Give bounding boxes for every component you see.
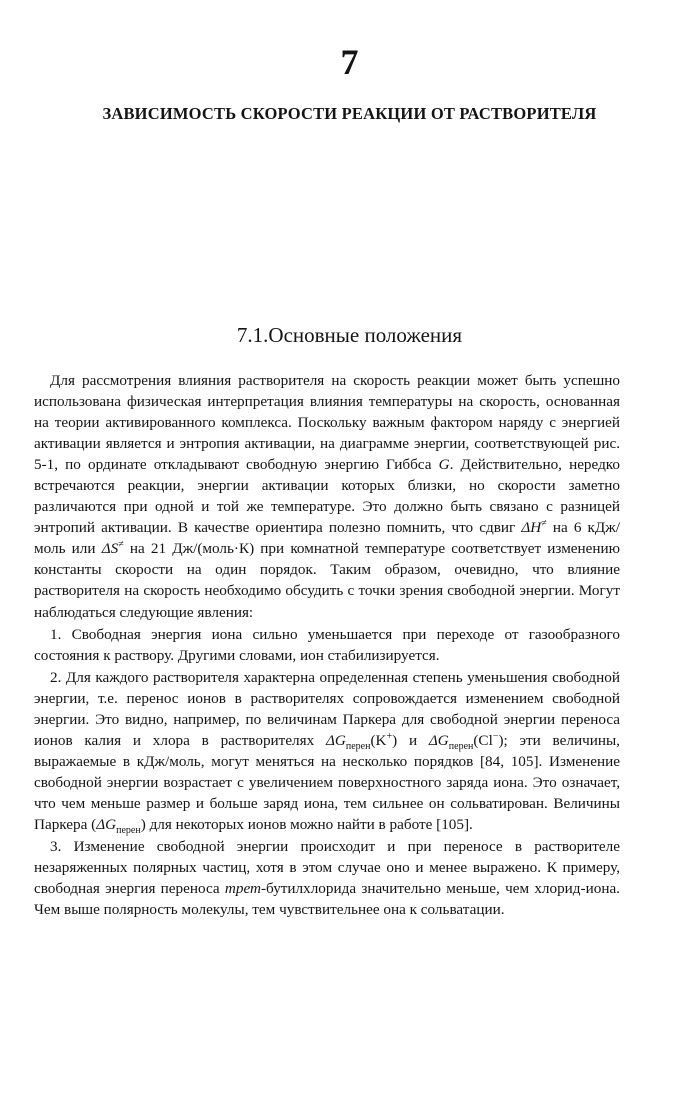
chapter-title: ЗАВИСИМОСТЬ СКОРОСТИ РЕАКЦИИ ОТ РАСТВОРИТЕЛЯ: [102, 104, 597, 123]
delta-s-symbol: ΔS: [101, 540, 119, 558]
delta-g-symbol: ΔG: [326, 731, 346, 749]
text-run: 3. Изменение свободной энергии происходит и при переносе в растворителе незаряженных полярных частиц, хотя в этом случае оно и менее выражено. К примеру, свободная энергия переноса: [34, 838, 620, 898]
delta-h-symbol: ΔH: [521, 519, 542, 537]
text-run: на 21 Дж/(моль·К) при комнатной температуре соответствует изменению константы скорости на один порядок. Таким образом, очевидно, что влияние растворителя на скорость необходимо обсудить с точки зрения свободной энергии. Могут наблюдаться следующие явления:: [34, 540, 621, 621]
delta-g-symbol: ΔG: [96, 815, 117, 833]
body-text: [34, 370, 620, 920]
delta-g-symbol: ΔG: [428, 731, 449, 749]
chapter-number: 7: [340, 42, 359, 82]
text-run: . Действительно, нередко встречаются реакции, энергии активации которых близки, но скорости заметно различаются при одной и той же температуре. Это должно быть связано с разницей энтропий активации. В качестве ориентира полезно помнить, что сдвиг: [34, 456, 620, 537]
text-run: ); эти величины, выражаемые в кДж/моль, могут меняться на несколько порядков [84, 105]. Изменение свободной энергии возрастает с увеличением поверхностного заряда иона. Это означает, что чем меньше размер и больше заряд иона, тем сильнее он сольватирован. Величины Паркера (: [34, 731, 620, 833]
subscript-transfer: перен: [448, 740, 474, 752]
section-title: 7.1.Основные положения: [236, 323, 463, 347]
charge-plus: +: [386, 730, 393, 742]
text-run: на 6 кДж/моль или: [34, 519, 620, 558]
potassium-ion: (K: [370, 731, 387, 749]
activation-mark: ≠: [541, 518, 547, 530]
italic-term: трет: [224, 880, 261, 898]
paragraph-item-1: 1. Свободная энергия иона сильно уменьшается при переходе от газообразного состояния к раствору. Другими словами, ион стабилизируется.: [34, 625, 620, 664]
paragraph-item-3: [34, 836, 620, 920]
subscript-transfer: перен: [116, 825, 141, 837]
activation-mark: ≠: [118, 539, 124, 551]
text-run: ): [392, 731, 398, 749]
subscript-transfer: перен: [345, 740, 371, 752]
text-run: 2. Для каждого растворителя характерна определенная степень уменьшения свободной энергии, т.е. перенос ионов в растворителях сопровождается изменением свободной энергии. Это видно, например, по величинам Паркера для свободной энергии переноса ионов калия и хлора в растворителях: [34, 668, 620, 749]
chloride-ion: (Cl: [473, 731, 493, 749]
paragraph-intro: [34, 370, 620, 623]
paragraph-item-2: [34, 667, 620, 835]
text-run: Для рассмотрения влияния растворителя на скорость реакции может быть успешно использована физическая интерпретация влияния температуры на скорость, основанная на теории активированного комплекса. Поскольку важным фактором наряду с энергией активации является и энтропия активации, на диаграмме энергии, соответствующей рис. 5-1, по ординате откладывают свободную энергию Гиббса: [34, 372, 620, 474]
charge-minus: −: [492, 730, 499, 742]
gibbs-symbol: G: [438, 456, 450, 474]
text-run: и: [397, 731, 429, 749]
text-run: -бутилхлорида значительно меньше, чем хлорид-иона. Чем выше полярность молекулы, тем чувствительнее она к сольватации.: [34, 880, 620, 919]
text-run: ) для некоторых ионов можно найти в работе [105].: [140, 815, 473, 833]
